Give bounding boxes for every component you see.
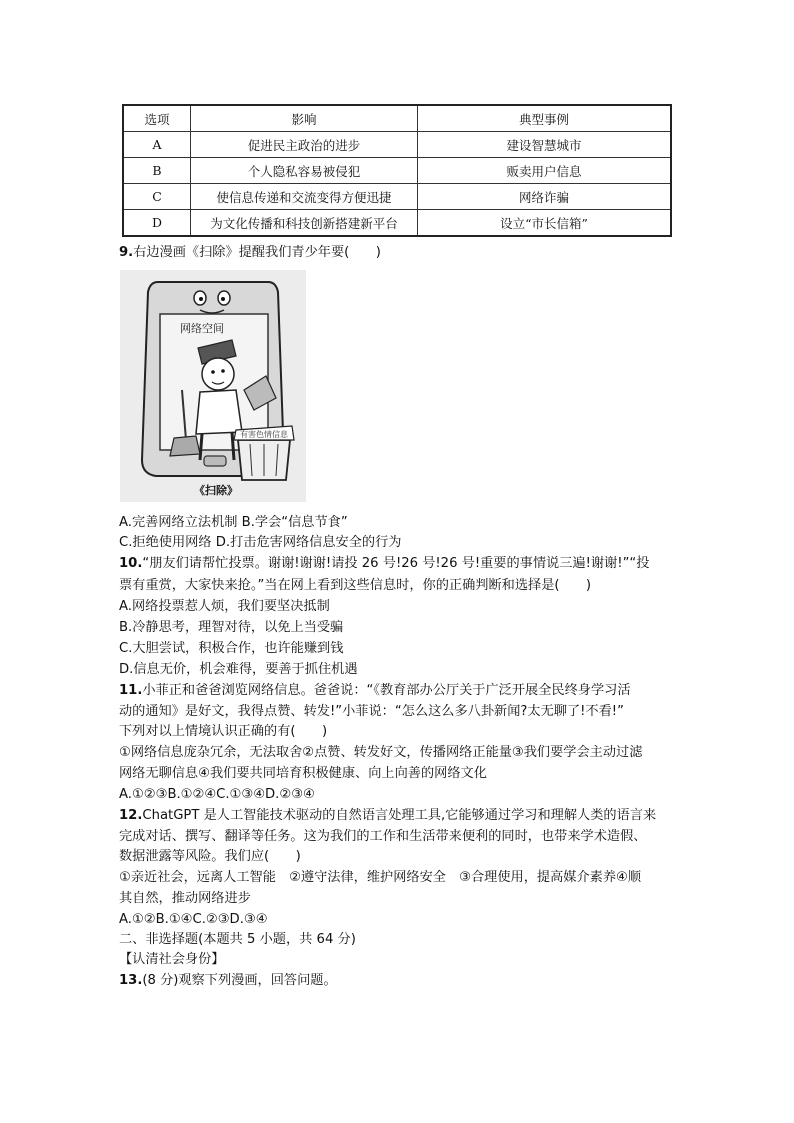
question-13-stem bbox=[119, 971, 337, 991]
table-cell: A bbox=[123, 132, 191, 158]
table-cell: 贩卖用户信息 bbox=[418, 158, 672, 184]
question-11-line-2: 动的通知》是好文，我得点赞、转发!”小菲说：“怎么这么多八卦新闻?太无聊了!不看!” bbox=[119, 704, 624, 719]
question-11-line-3: 下列对以上情境认识正确的有( ) bbox=[119, 724, 328, 739]
question-10-line-2: 票有重赏，大家快来抢。”当在网上看到这些信息时，你的正确判断和选择是( ) bbox=[119, 578, 592, 593]
cartoon-bin-label: 有害色情信息 bbox=[240, 430, 288, 439]
question-number: 10. bbox=[119, 556, 143, 571]
question-12-line-5: 其自然，推动网络进步 bbox=[119, 891, 251, 906]
cartoon-sweeping bbox=[120, 270, 306, 502]
question-11-line-4: ①网络信息庞杂冗余，无法取舍②点赞、转发好文，传播网络正能量③我们要学会主动过滤 bbox=[119, 745, 643, 760]
table-cell: 网络诈骗 bbox=[418, 184, 672, 210]
table-header-cell: 典型事例 bbox=[418, 105, 672, 132]
table-cell: 为文化传播和科技创新搭建新平台 bbox=[191, 210, 418, 237]
question-10-line-1 bbox=[119, 554, 649, 574]
question-12-choices: A.①②B.①④C.②③D.③④ bbox=[119, 912, 268, 927]
question-10-option-b: B.冷静思考，理智对待，以免上当受骗 bbox=[119, 620, 344, 635]
table-header-cell: 选项 bbox=[123, 105, 191, 132]
question-10-option-d: D.信息无价，机会难得，要善于抓住机遇 bbox=[119, 662, 358, 677]
question-text: “朋友们请帮忙投票。谢谢!谢谢!请投 26 号!26 号!26 号!重要的事情说三遍!谢谢!”“投 bbox=[142, 556, 650, 571]
table-header-cell: 影响 bbox=[191, 105, 418, 132]
cartoon-screen-label: 网络空间 bbox=[180, 322, 224, 335]
question-text: (8 分)观察下列漫画，回答问题。 bbox=[142, 973, 337, 988]
question-12-line-2: 完成对话、撰写、翻译等任务。这为我们的工作和生活带来便利的同时，也带来学术造假、 bbox=[119, 829, 647, 844]
question-9-options-cd: C.拒绝使用网络 D.打击危害网络信息安全的行为 bbox=[119, 535, 402, 550]
cartoon-drawing bbox=[120, 270, 306, 502]
question-9-stem bbox=[119, 243, 381, 263]
question-11-line-5: 网络无聊信息④我们要共同培育积极健康、向上向善的网络文化 bbox=[119, 766, 487, 781]
table-cell: D bbox=[123, 210, 191, 237]
cartoon-caption: 《扫除》 bbox=[194, 484, 238, 497]
table-cell: 建设智慧城市 bbox=[418, 132, 672, 158]
table-row bbox=[123, 210, 671, 237]
section-2-title: 二、非选择题(本题共 5 小题，共 64 分) bbox=[119, 932, 356, 947]
question-number: 11. bbox=[119, 683, 143, 698]
options-table bbox=[122, 104, 672, 237]
question-11-choices: A.①②③B.①②④C.①③④D.②③④ bbox=[119, 787, 315, 802]
table-cell: 设立“市长信箱” bbox=[418, 210, 672, 237]
question-text: 小菲正和爸爸浏览网络信息。爸爸说：“《教育部办公厅关于广泛开展全民终身学习活 bbox=[142, 683, 631, 698]
table-row bbox=[123, 132, 671, 158]
table-cell: B bbox=[123, 158, 191, 184]
question-text: ChatGPT 是人工智能技术驱动的自然语言处理工具,它能够通过学习和理解人类的语言来 bbox=[142, 808, 657, 823]
table-row bbox=[123, 158, 671, 184]
table-cell: 使信息传递和交流变得方便迅捷 bbox=[191, 184, 418, 210]
question-number: 12. bbox=[119, 808, 143, 823]
question-12-line-3: 数据泄露等风险。我们应( ) bbox=[119, 849, 301, 864]
question-10-option-a: A.网络投票惹人烦，我们要坚决抵制 bbox=[119, 599, 330, 614]
question-12-line-1 bbox=[119, 806, 656, 826]
question-9-options-ab: A.完善网络立法机制 B.学会“信息节食” bbox=[119, 515, 348, 530]
question-11-line-1 bbox=[119, 681, 631, 701]
table-row bbox=[123, 184, 671, 210]
question-number: 13. bbox=[119, 973, 143, 988]
question-12-line-4: ①亲近社会，远离人工智能 ②遵守法律，维护网络安全 ③合理使用，提高媒介素养④顺 bbox=[119, 870, 642, 885]
table-cell: C bbox=[123, 184, 191, 210]
table-cell: 促进民主政治的进步 bbox=[191, 132, 418, 158]
question-10-option-c: C.大胆尝试，积极合作，也许能赚到钱 bbox=[119, 641, 344, 656]
question-number: 9. bbox=[119, 245, 134, 260]
table-cell: 个人隐私容易被侵犯 bbox=[191, 158, 418, 184]
section-2-subtitle: 【认清社会身份】 bbox=[119, 952, 225, 967]
question-text: 右边漫画《扫除》提醒我们青少年要( ) bbox=[133, 245, 381, 260]
table-header-row bbox=[123, 105, 671, 132]
